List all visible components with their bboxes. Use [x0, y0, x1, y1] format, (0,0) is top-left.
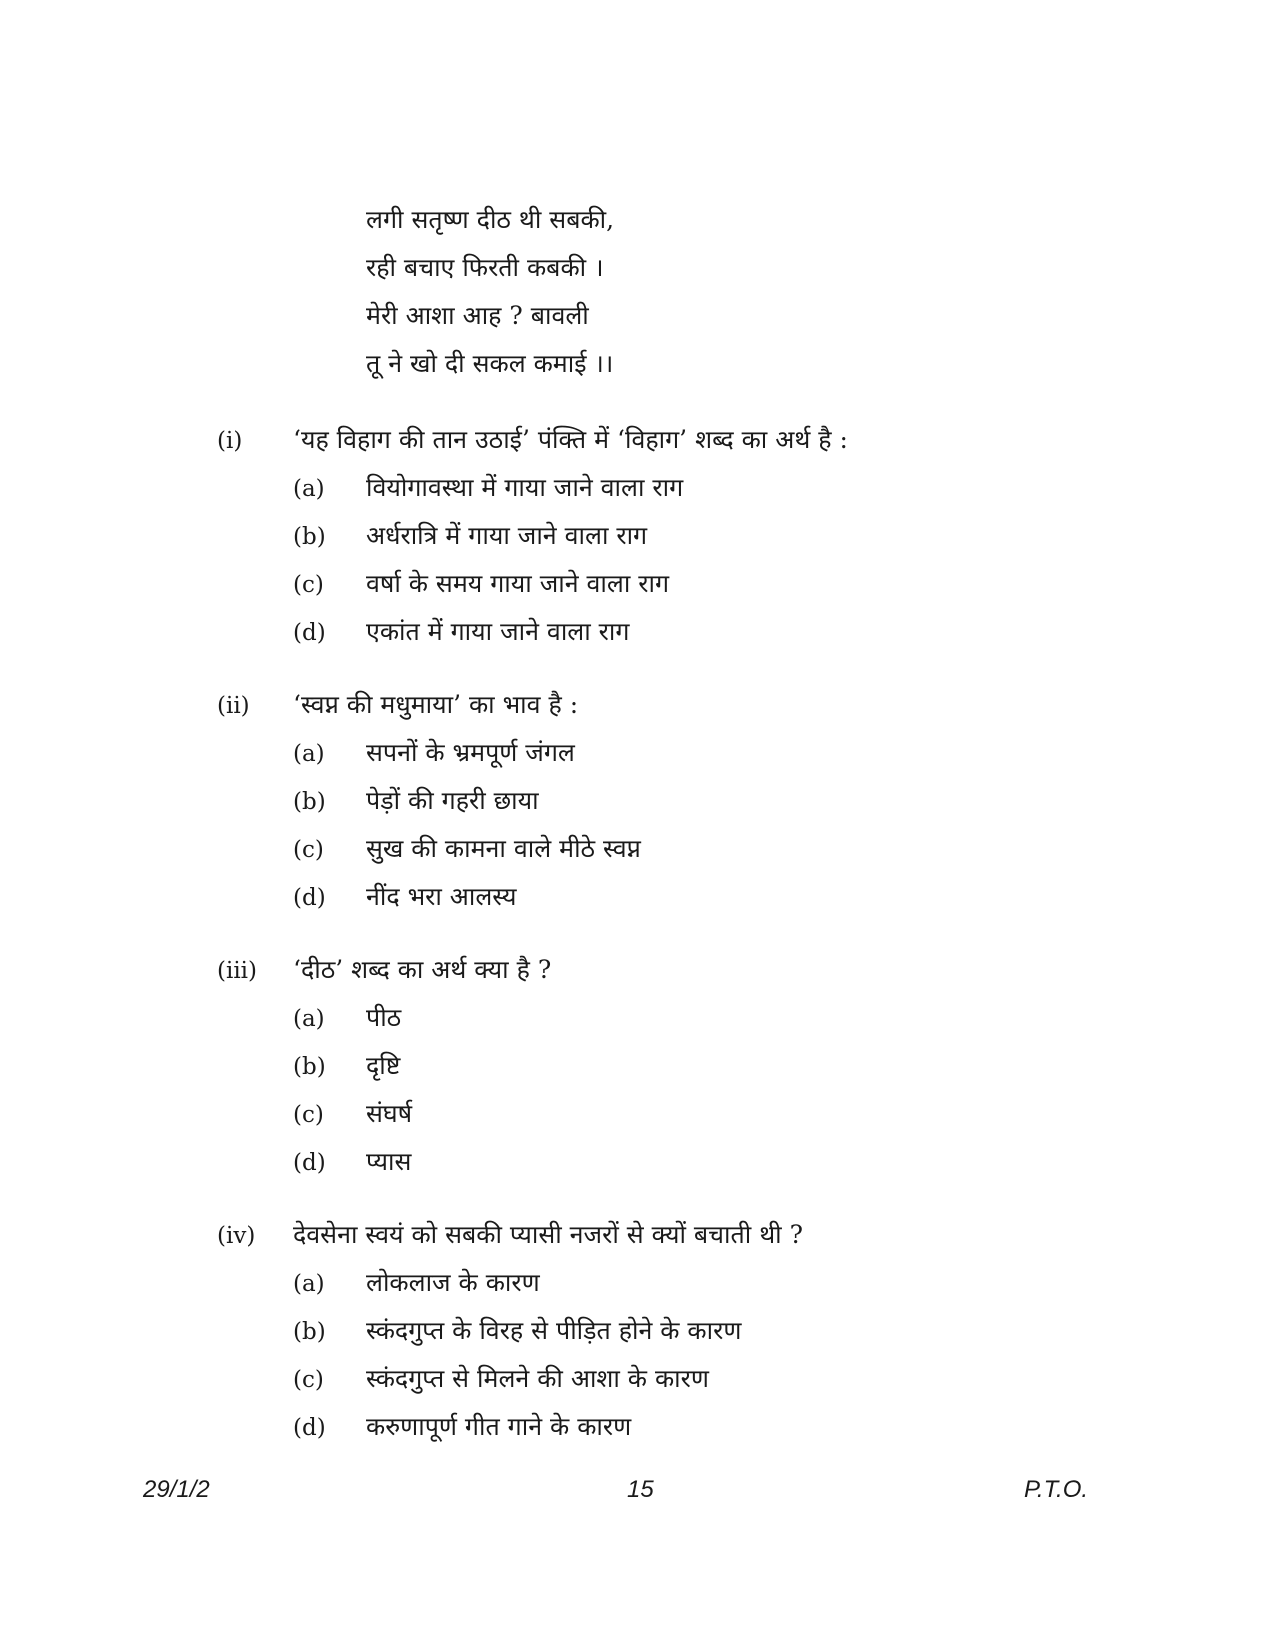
option-label: (c) [293, 1367, 324, 1393]
option-label: (a) [293, 476, 325, 502]
poem-line: लगी सतृष्ण दीठ थी सबकी, [366, 205, 615, 234]
option-text: नींद भरा आलस्य [366, 882, 517, 911]
option-label: (c) [293, 1102, 324, 1128]
paper-code: 29/1/2 [143, 1476, 210, 1503]
option-item [217, 468, 1137, 516]
option-item [217, 781, 1137, 829]
option-text: पेड़ों की गहरी छाया [366, 786, 539, 815]
option-label: (b) [293, 1319, 326, 1345]
option-label: (d) [293, 885, 326, 911]
question-number: (i) [217, 428, 243, 454]
option-text: लोकलाज के कारण [366, 1268, 540, 1297]
option-item [217, 612, 1137, 660]
option-text: वर्षा के समय गाया जाने वाला राग [366, 569, 670, 598]
option-item [217, 1142, 1137, 1190]
question-number: (iii) [217, 958, 258, 984]
question-2 [217, 685, 1137, 925]
option-label: (c) [293, 837, 324, 863]
option-text: संघर्ष [366, 1099, 413, 1128]
option-label: (d) [293, 1150, 326, 1176]
page-footer [0, 1476, 1275, 1516]
option-item [217, 998, 1137, 1046]
option-item [217, 877, 1137, 925]
option-item [217, 829, 1137, 877]
option-label: (a) [293, 741, 325, 767]
option-item [217, 1263, 1137, 1311]
question-4 [217, 1215, 1137, 1455]
option-text: एकांत में गाया जाने वाला राग [366, 617, 630, 646]
option-text: सपनों के भ्रमपूर्ण जंगल [366, 738, 575, 767]
question-text: ‘दीठ’ शब्द का अर्थ क्या है ? [293, 955, 552, 984]
question-number: (ii) [217, 693, 250, 719]
option-text: करुणापूर्ण गीत गाने के कारण [366, 1412, 632, 1441]
question-3 [217, 950, 1137, 1190]
poem-line: तू ने खो दी सकल कमाई ।। [366, 349, 614, 378]
option-text: प्यास [366, 1147, 412, 1176]
option-item [217, 1311, 1137, 1359]
question-number: (iv) [217, 1223, 256, 1249]
option-label: (b) [293, 524, 326, 550]
option-label: (c) [293, 572, 324, 598]
question-text: देवसेना स्वयं को सबकी प्यासी नजरों से क्यों बचाती थी ? [293, 1220, 803, 1249]
option-item [217, 1094, 1137, 1142]
option-label: (d) [293, 620, 326, 646]
option-label: (b) [293, 789, 326, 815]
option-text: पीठ [366, 1003, 402, 1032]
question-text: ‘यह विहाग की तान उठाई’ पंक्ति में ‘विहाग’ शब्द का अर्थ है : [293, 425, 848, 454]
option-text: स्कंदगुप्त के विरह से पीड़ित होने के कारण [366, 1316, 742, 1345]
option-text: अर्धरात्रि में गाया जाने वाला राग [366, 521, 648, 550]
option-label: (d) [293, 1415, 326, 1441]
question-text: ‘स्वप्न की मधुमाया’ का भाव है : [293, 690, 579, 719]
option-label: (b) [293, 1054, 326, 1080]
option-item [217, 516, 1137, 564]
pto-marker: P.T.O. [1024, 1476, 1089, 1503]
option-item [217, 1359, 1137, 1407]
option-item [217, 1046, 1137, 1094]
page-number: 15 [627, 1476, 654, 1503]
option-item [217, 733, 1137, 781]
option-item [217, 564, 1137, 612]
option-label: (a) [293, 1271, 325, 1297]
poem-line: रही बचाए फिरती कबकी । [366, 253, 604, 282]
option-text: सुख की कामना वाले मीठे स्वप्न [366, 834, 641, 863]
poem-line: मेरी आशा आह ? बावली [366, 301, 589, 330]
poem-stanza [366, 200, 966, 392]
option-text: दृष्टि [366, 1051, 401, 1080]
option-text: वियोगावस्था में गाया जाने वाला राग [366, 473, 684, 502]
option-text: स्कंदगुप्त से मिलने की आशा के कारण [366, 1364, 709, 1393]
option-label: (a) [293, 1006, 325, 1032]
option-item [217, 1407, 1137, 1455]
question-1 [217, 420, 1137, 660]
question-list [217, 420, 1137, 1480]
